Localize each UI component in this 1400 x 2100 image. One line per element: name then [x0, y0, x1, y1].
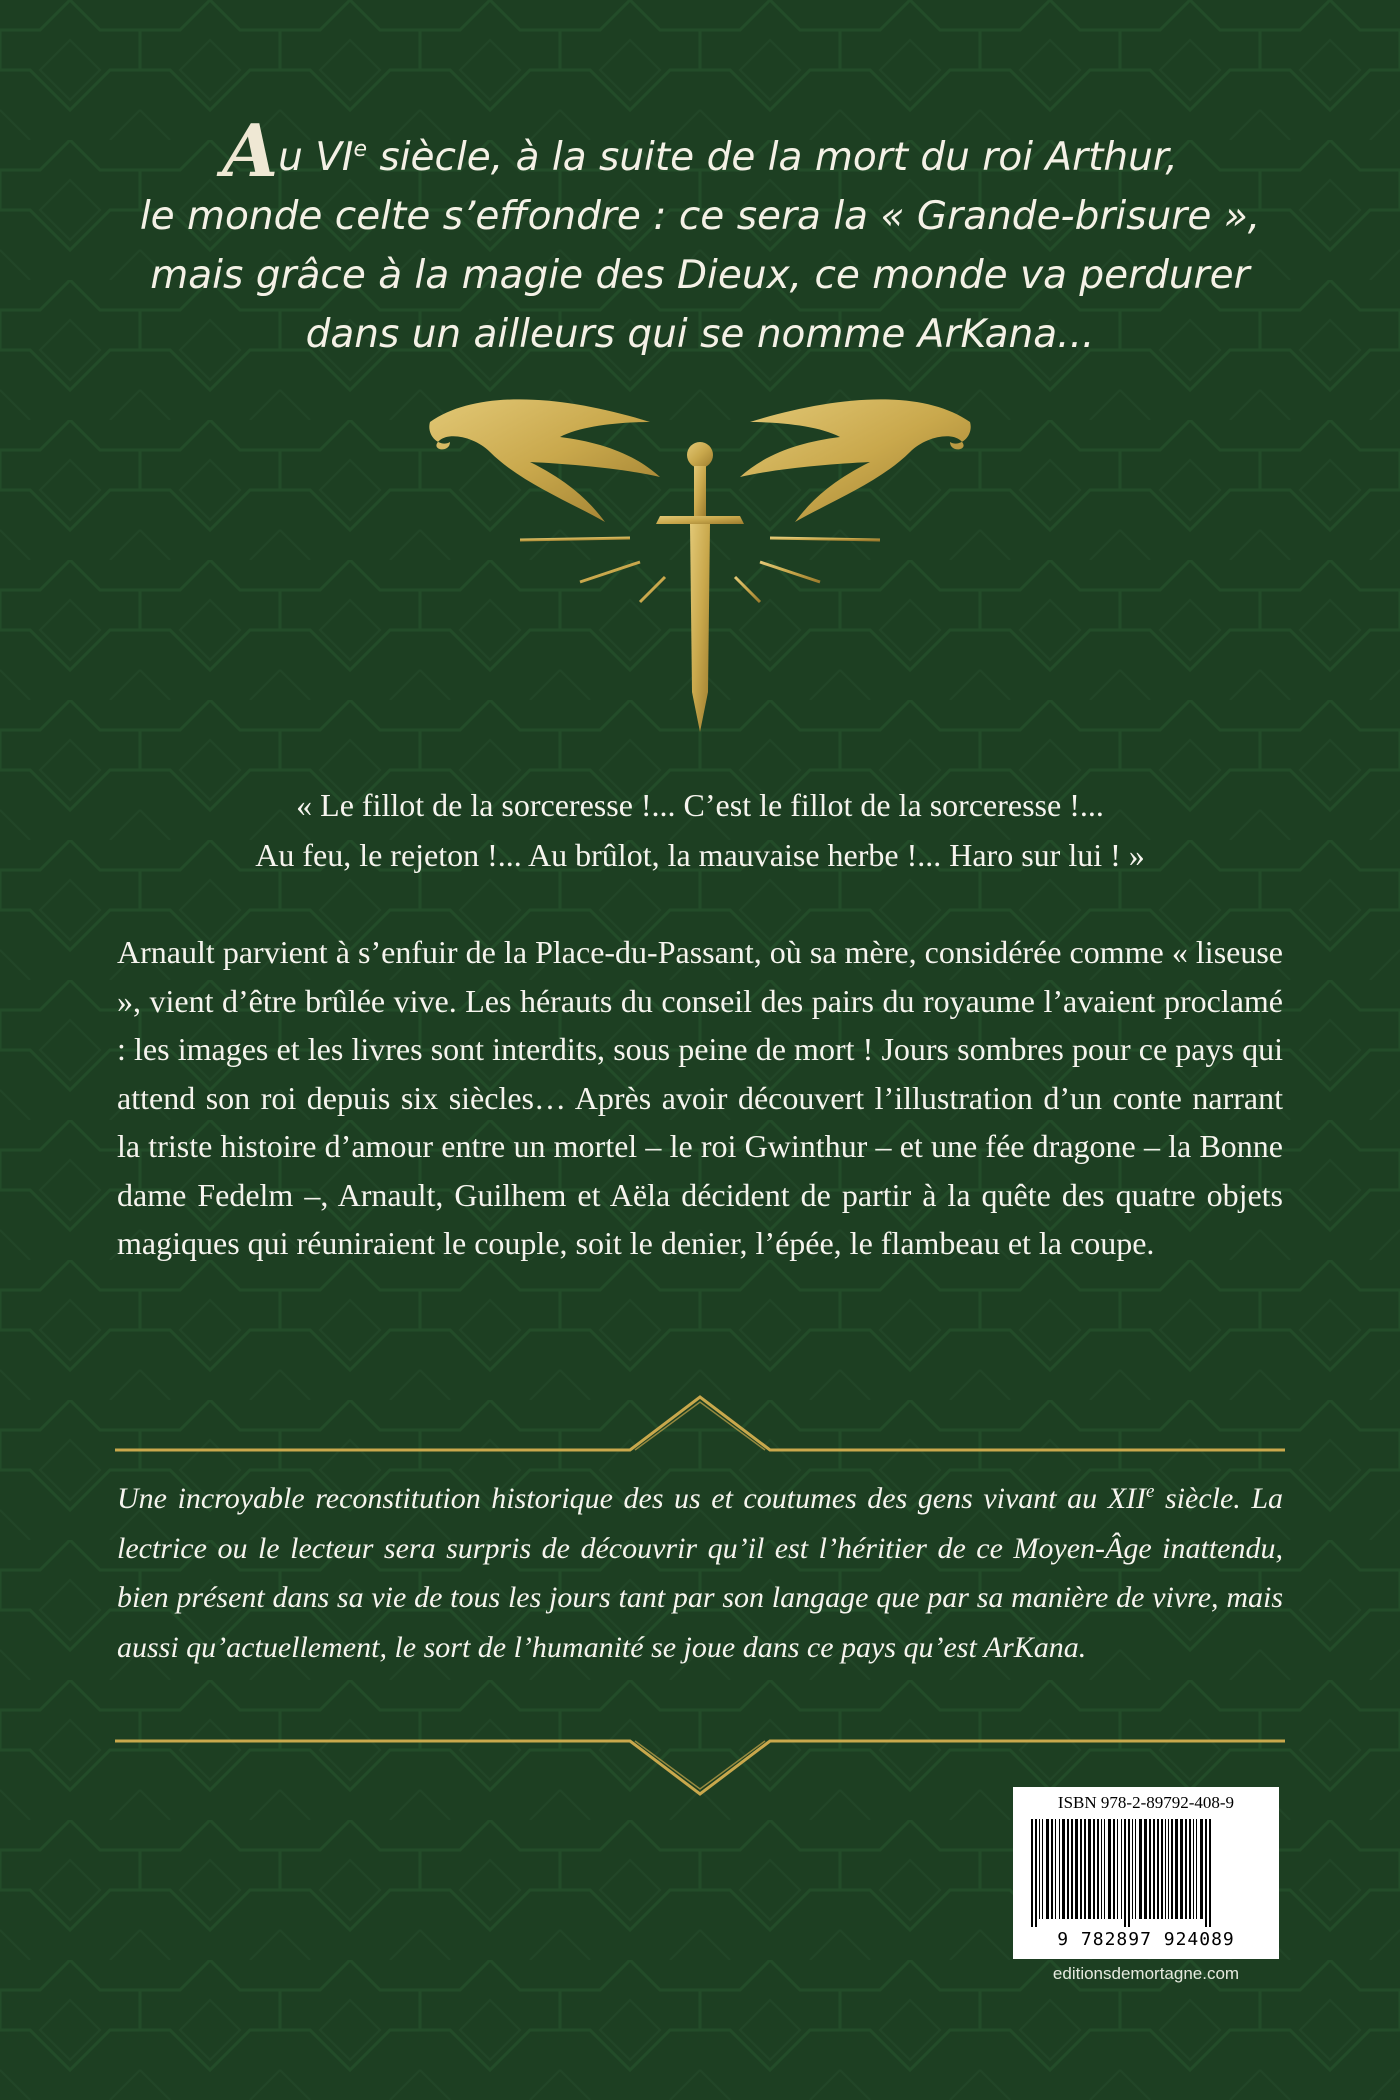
- intro-line-3: mais grâce à la magie des Dieux, ce monde va perdurer: [150, 253, 1250, 298]
- quote-line-1: « Le fillot de la sorceresse !... C’est le fillot de la sorceresse !...: [296, 787, 1104, 823]
- barcode-bar: [1071, 1819, 1073, 1919]
- barcode-bar: [1055, 1819, 1056, 1919]
- barcode-bar: [1157, 1819, 1159, 1919]
- barcode-bar: [1124, 1819, 1126, 1927]
- barcode-bar: [1175, 1819, 1178, 1919]
- intro-line-1: Au VIe siècle, à la suite de la mort du roi Arthur,: [222, 108, 1178, 193]
- barcode-bar: [1067, 1819, 1069, 1919]
- barcode-bar: [1062, 1819, 1065, 1919]
- intro-line-4: dans un ailleurs qui se nomme ArKana...: [305, 312, 1095, 357]
- barcode-bar: [1149, 1819, 1151, 1919]
- quote-line-2: Au feu, le rejeton !... Au brûlot, la mauvaise herbe !... Haro sur lui ! »: [255, 837, 1145, 873]
- barcode-bar: [1075, 1819, 1078, 1919]
- summary-paragraph: Arnault parvient à s’enfuir de la Place-du-Passant, où sa mère, considérée comme « liseuse », vient d’être brûlée vive. Les hérauts du conseil des pairs du royaume l’avaient proclamé : les images et les livres sont interdits, sous peine de mort ! Jours sombres pour ce pays qui attend son roi depuis six siècles… Après avoir découvert l’illustration d’un conte narrant la triste histoire d’amour entre un mortel – le roi Gwinthur – et une fée dragone – la Bonne dame Fedelm –, Arnault, Guilhem et Aëla décident de partir à la quête des quatre objets magiques qui réuniraient le couple, soit le denier, l’épée, le flambeau et la coupe.: [117, 934, 1283, 1261]
- barcode-bar: [1193, 1819, 1194, 1919]
- barcode-bar: [1031, 1819, 1033, 1927]
- quote: [120, 780, 1280, 880]
- tagline-paragraph: Une incroyable reconstitution historique des us et coutumes des gens vivant au XIIe siècle. La lectrice ou le lecteur sera surpris de découvrir qu’il est l’héritier de ce Moyen-Âge inattendu, bien présent dans sa vie de tous les jours tant par son langage que par sa manière de vivre, mais aussi qu’actuellement, le sort de l’humanité se joue dans ce pays qu’est ArKana.: [117, 1481, 1284, 1664]
- isbn-digits: 9 782897 924089: [1057, 1929, 1235, 1950]
- barcode-graphic: [1027, 1819, 1267, 1929]
- barcode-bar: [1168, 1819, 1169, 1919]
- barcode-bar: [1117, 1819, 1118, 1919]
- barcode-bar: [1153, 1819, 1155, 1919]
- isbn-label: ISBN 978-2-89792-408-9: [1057, 1793, 1235, 1812]
- barcode-bar: [1042, 1819, 1043, 1919]
- barcode-bar: [1097, 1819, 1099, 1919]
- barcode-bar: [1139, 1819, 1142, 1919]
- barcode-bar: [1104, 1819, 1105, 1919]
- barcode-bar: [1121, 1819, 1122, 1919]
- barcode-bar: [1161, 1819, 1163, 1919]
- barcode-bar: [1185, 1819, 1187, 1919]
- barcode-bar: [1059, 1819, 1060, 1919]
- dropcap-letter: A: [222, 108, 279, 193]
- barcode-bar: [1051, 1819, 1053, 1919]
- barcode-bar: [1171, 1819, 1173, 1919]
- barcode-bar: [1144, 1819, 1147, 1919]
- barcode-bar: [1200, 1819, 1203, 1919]
- barcode-bar: [1039, 1819, 1040, 1919]
- winged-sword-icon: [420, 392, 980, 742]
- barcode-bar: [1209, 1819, 1211, 1927]
- publisher-website: editionsdemortagne.com: [1052, 1964, 1240, 1983]
- barcode-bar: [1189, 1819, 1191, 1919]
- barcode-bar: [1101, 1819, 1102, 1919]
- intro-paragraph: [120, 108, 1280, 364]
- barcode-bar: [1165, 1819, 1166, 1919]
- barcode-bar: [1128, 1819, 1130, 1927]
- barcode-bar: [1113, 1819, 1115, 1919]
- barcode-bar: [1035, 1819, 1037, 1927]
- barcode-bar: [1205, 1819, 1207, 1927]
- isbn-barcode-box: [1013, 1787, 1279, 1959]
- barcode-bar: [1132, 1819, 1133, 1919]
- barcode-bar: [1196, 1819, 1197, 1919]
- barcode-bar: [1093, 1819, 1095, 1919]
- barcode-bar: [1135, 1819, 1136, 1919]
- barcode-bar: [1180, 1819, 1183, 1919]
- barcode-bar: [1088, 1819, 1091, 1919]
- intro-line-2: le monde celte s’effondre : ce sera la « Grande-brisure »,: [139, 194, 1261, 239]
- barcode-bar: [1084, 1819, 1086, 1919]
- divider-top: [115, 1393, 1285, 1453]
- barcode-bar: [1046, 1819, 1049, 1919]
- barcode-bar: [1080, 1819, 1082, 1919]
- barcode-bar: [1108, 1819, 1111, 1919]
